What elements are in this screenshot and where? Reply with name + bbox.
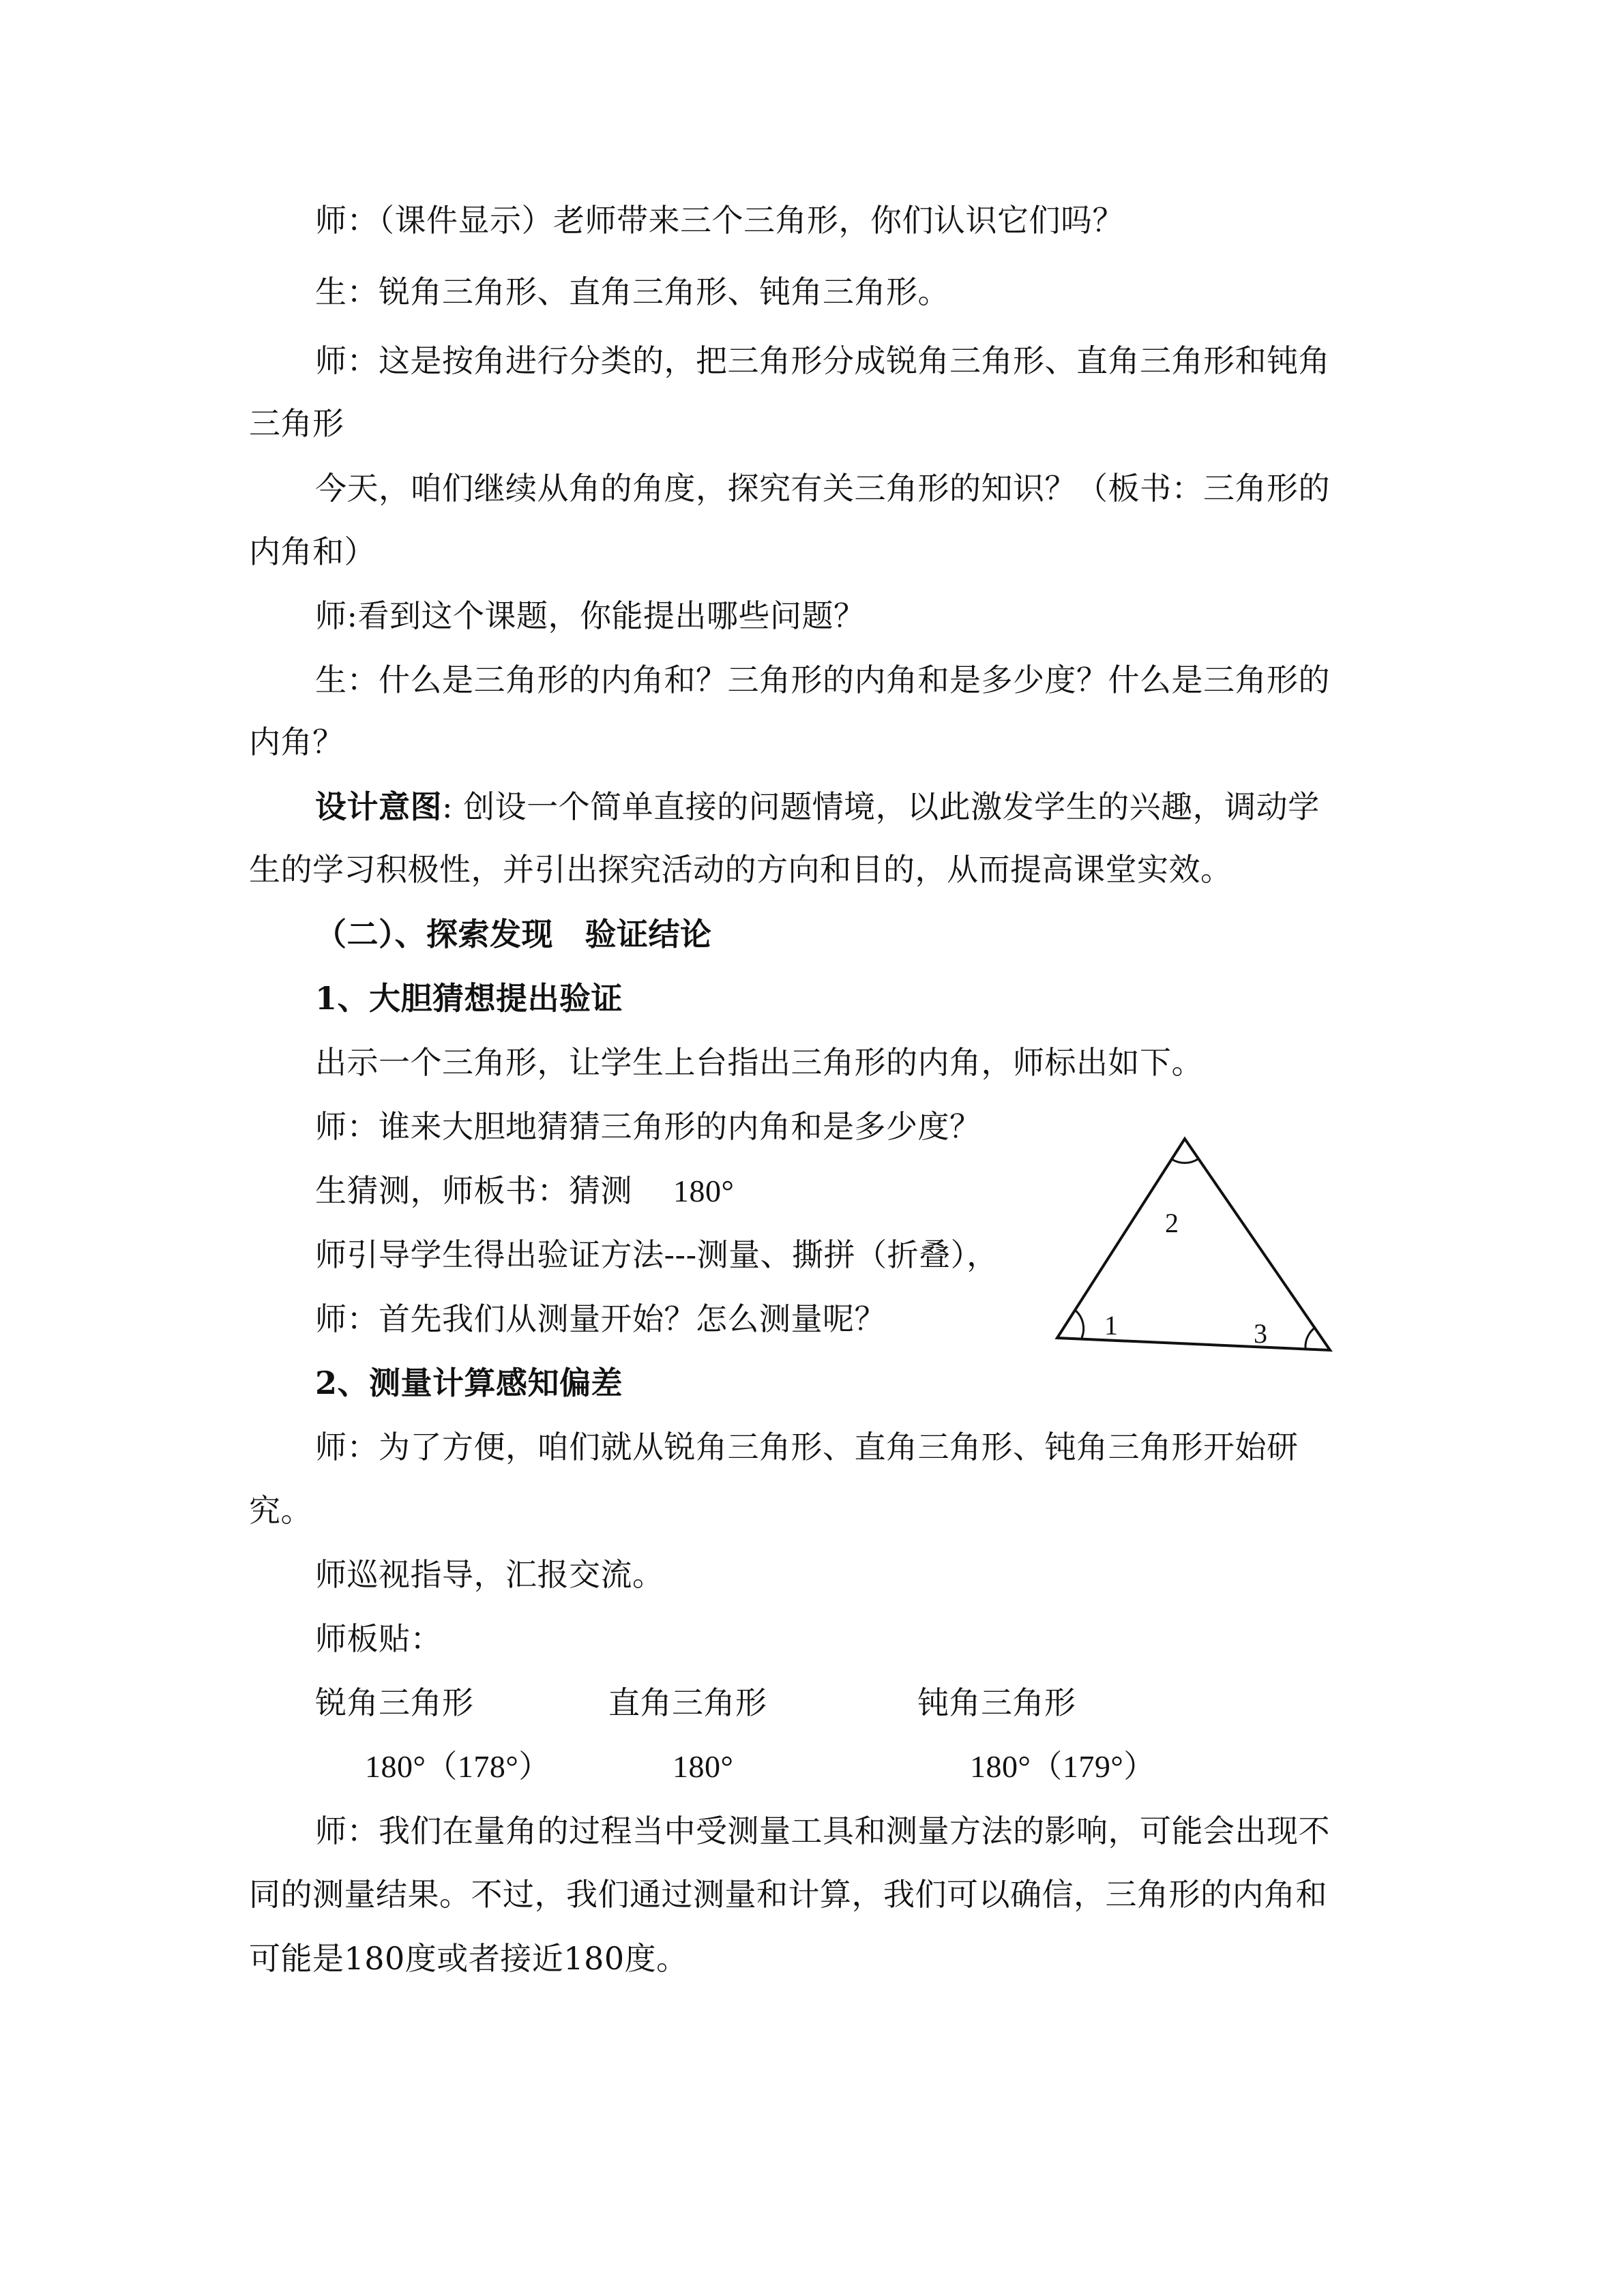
- design-intent-text: : 创设一个简单直接的问题情境，以此激发学生的兴趣，调动学: [442, 788, 1320, 825]
- board-value-right: 180°: [673, 1749, 734, 1784]
- dialogue-line-continued: 究。: [249, 1492, 312, 1529]
- angle-1-label: 1: [1104, 1310, 1118, 1341]
- dialogue-line: 师：我们在量角的过程当中受测量工具和测量方法的影响，可能会出现不: [315, 1813, 1330, 1849]
- dialogue-line: 师：谁来大胆地猜猜三角形的内角和是多少度？: [315, 1108, 981, 1145]
- subsection-heading: 1、大胆猜想提出验证: [315, 980, 623, 1017]
- angle-1-arc: [1075, 1310, 1084, 1338]
- triangle-diagram: [1044, 1129, 1350, 1367]
- angle-2-arc: [1172, 1159, 1198, 1163]
- guess-value: 180°: [673, 1174, 735, 1208]
- design-intent-continued: 生的学习积极性，并引出探究活动的方向和目的，从而提高课堂实效。: [249, 851, 1232, 888]
- dialogue-line: 生：什么是三角形的内角和？三角形的内角和是多少度？什么是三角形的: [315, 661, 1330, 698]
- design-intent-paragraph: [315, 786, 1320, 827]
- board-label-acute: 锐角三角形: [315, 1684, 474, 1721]
- dialogue-line: 师:看到这个课题，你能提出哪些问题？: [315, 597, 866, 634]
- paragraph-line-continued: 内角和）: [249, 533, 376, 570]
- design-intent-heading: 设计意图: [315, 788, 442, 825]
- dialogue-line: 师：这是按角进行分类的，把三角形分成锐角三角形、直角三角形和钝角: [315, 342, 1330, 379]
- dialogue-line: 生：锐角三角形、直角三角形、钝角三角形。: [315, 273, 949, 310]
- triangle-outline: [1057, 1139, 1330, 1350]
- angle-3-arc: [1305, 1327, 1316, 1349]
- dialogue-line: 师：为了方便，咱们就从锐角三角形、直角三角形、钝角三角形开始研: [315, 1429, 1299, 1465]
- dialogue-line: 师引导学生得出验证方法---测量、撕拼（折叠），: [315, 1236, 999, 1273]
- dialogue-line: 师：首先我们从测量开始？怎么测量呢？: [315, 1300, 886, 1337]
- paragraph-line: 出示一个三角形，让学生上台指出三角形的内角，师标出如下。: [315, 1044, 1203, 1081]
- angle-2-label: 2: [1165, 1208, 1179, 1238]
- guess-text: 生猜测，师板书：猜测: [315, 1172, 632, 1209]
- dialogue-line-continued: 三角形: [249, 405, 344, 442]
- board-value-acute: 180°（178°）: [365, 1749, 550, 1784]
- angle-3-label: 3: [1254, 1318, 1267, 1349]
- board-value-obtuse: 180°（179°）: [970, 1749, 1155, 1784]
- paragraph-line: 今天，咱们继续从角的角度，探究有关三角形的知识？（板书：三角形的: [315, 470, 1330, 507]
- subsection-heading: 2、测量计算感知偏差: [315, 1365, 623, 1401]
- board-label-obtuse: 钝角三角形: [917, 1684, 1076, 1721]
- dialogue-line-continued: 可能是180度或者接近180度。: [249, 1940, 688, 1977]
- dialogue-line-continued: 同的测量结果。不过，我们通过测量和计算，我们可以确信，三角形的内角和: [249, 1876, 1327, 1913]
- paragraph-line: 师板贴：: [315, 1620, 442, 1657]
- section-heading: （二）、探索发现 验证结论: [315, 916, 712, 953]
- dialogue-line-continued: 内角？: [249, 724, 344, 760]
- dialogue-line: 师：（课件显示）老师带来三个三角形，你们认识它们吗？: [315, 202, 1124, 239]
- board-label-right: 直角三角形: [608, 1684, 767, 1721]
- paragraph-line: 师巡视指导，汇报交流。: [315, 1556, 664, 1593]
- dialogue-line: [315, 1170, 734, 1212]
